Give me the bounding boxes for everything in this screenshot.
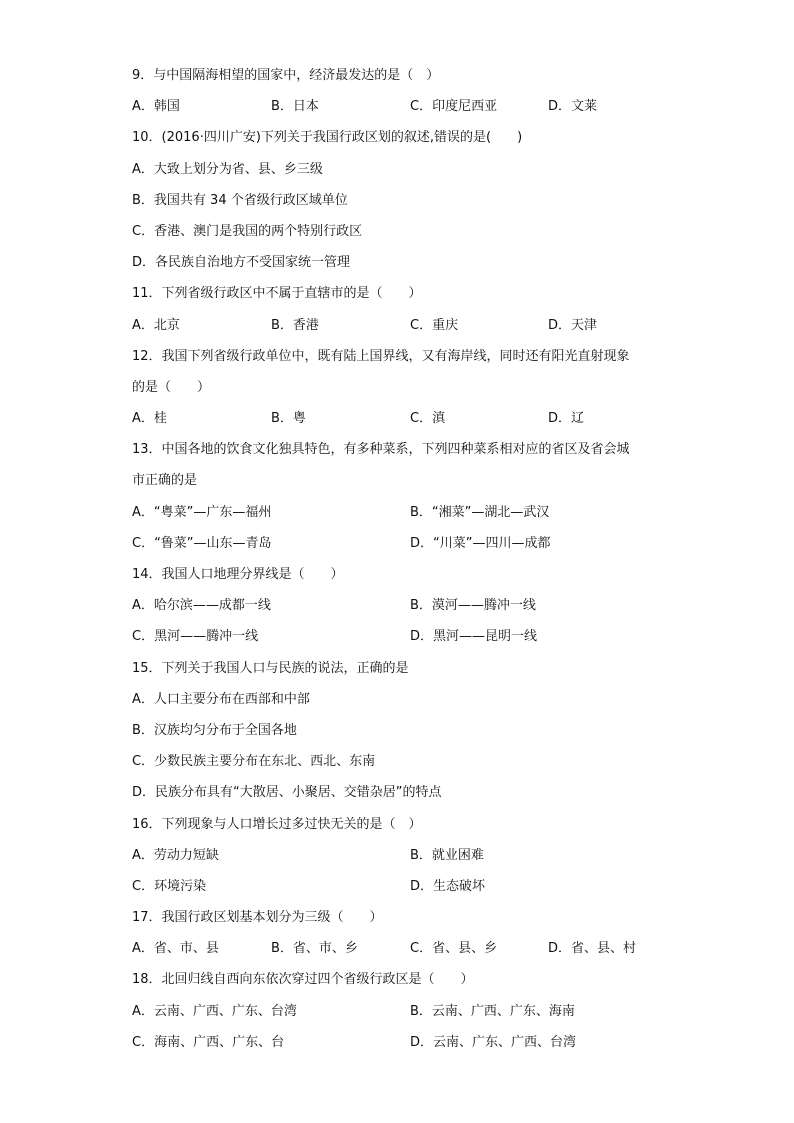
answer-option: D．黑河——昆明一线 xyxy=(410,629,538,645)
options-row xyxy=(132,590,672,621)
answer-option: D．云南、广东、广西、台湾 xyxy=(410,1034,577,1050)
question-item xyxy=(132,434,672,559)
exam-page xyxy=(132,60,672,1058)
answer-option: A．北京 xyxy=(132,317,180,333)
answer-option: D．“川菜”—四川—成都 xyxy=(410,535,551,551)
options-row xyxy=(132,91,672,122)
question-item xyxy=(132,653,672,809)
answer-option: B．粤 xyxy=(271,411,306,427)
answer-option: B．云南、广西、广东、海南 xyxy=(410,1003,575,1019)
answer-option: B．漠河——腾冲一线 xyxy=(410,598,536,614)
answer-option: C．印度尼西亚 xyxy=(410,99,498,115)
answer-option: D．天津 xyxy=(548,317,598,333)
answer-option: A．人口主要分布在西部和中部 xyxy=(132,691,310,707)
answer-option: C．“鲁菜”—山东—青岛 xyxy=(132,535,272,551)
question-stem: 14．我国人口地理分界线是（ ） xyxy=(132,567,344,582)
answer-option: D．生态破坏 xyxy=(410,878,486,894)
question-stem: 13．中国各地的饮食文化独具特色，有多种菜系，下列四种菜系相对应的省区及省会城 xyxy=(132,442,630,458)
options-row xyxy=(132,933,672,964)
options-row xyxy=(132,840,672,871)
answer-option: C．少数民族主要分布在东北、西北、东南 xyxy=(132,754,376,770)
question-stem: 17．我国行政区划基本划分为三级（ ） xyxy=(132,910,383,926)
question-list xyxy=(132,60,672,1058)
answer-option: B．我国共有 34 个省级行政区域单位 xyxy=(132,192,348,208)
answer-option: B．汉族均匀分布于全国各地 xyxy=(132,722,297,738)
answer-option: B．“湘菜”—湖北—武汉 xyxy=(410,504,550,520)
answer-option: C．黑河——腾冲一线 xyxy=(132,629,259,645)
answer-option: A．桂 xyxy=(132,411,167,427)
question-item xyxy=(132,809,672,903)
answer-option: A．省、市、县 xyxy=(132,941,219,957)
question-item xyxy=(132,122,672,278)
question-stem: 9．与中国隔海相望的国家中，经济最发达的是（ ） xyxy=(132,68,440,83)
question-item xyxy=(132,60,672,122)
options-row xyxy=(132,871,672,902)
answer-option: B．日本 xyxy=(271,99,319,115)
options-row xyxy=(132,996,672,1027)
question-stem: 的是（ ） xyxy=(132,379,211,395)
answer-option: D．省、县、村 xyxy=(548,941,637,957)
options-row xyxy=(132,621,672,652)
question-stem: 市正确的是 xyxy=(132,473,198,489)
answer-option: C．香港、澳门是我国的两个特别行政区 xyxy=(132,223,363,239)
answer-option: A．劳动力短缺 xyxy=(132,847,219,863)
options-row xyxy=(132,403,672,434)
answer-option: A．韩国 xyxy=(132,99,180,115)
question-item xyxy=(132,964,672,1058)
answer-option: C．滇 xyxy=(410,411,446,427)
question-stem: 16．下列现象与人口增长过多过快无关的是（ ） xyxy=(132,816,422,832)
question-item xyxy=(132,559,672,653)
answer-option: B．香港 xyxy=(271,317,319,333)
answer-option: A．“粤菜”—广东—福州 xyxy=(132,504,272,520)
answer-option: A．云南、广西、广东、台湾 xyxy=(132,1003,297,1019)
options-row xyxy=(132,310,672,341)
answer-option: B．省、市、乡 xyxy=(271,941,358,957)
question-stem: 15．下列关于我国人口与民族的说法，正确的是 xyxy=(132,660,409,676)
answer-option: C．省、县、乡 xyxy=(410,941,498,957)
question-stem: 12．我国下列省级行政单位中，既有陆上国界线，又有海岸线，同时还有阳光直射现象 xyxy=(132,348,630,364)
question-item xyxy=(132,278,672,340)
answer-option: D．各民族自治地方不受国家统一管理 xyxy=(132,255,351,271)
answer-option: A．哈尔滨——成都一线 xyxy=(132,598,271,614)
answer-option: B．就业困难 xyxy=(410,847,484,863)
answer-option: C．环境污染 xyxy=(132,878,207,894)
answer-option: D．文莱 xyxy=(548,99,598,115)
answer-option: D．民族分布具有“大散居、小聚居、交错杂居”的特点 xyxy=(132,785,442,801)
options-row xyxy=(132,497,672,528)
answer-option: C．重庆 xyxy=(410,317,459,333)
question-item xyxy=(132,902,672,964)
question-item xyxy=(132,341,672,435)
answer-option: C．海南、广西、广东、台 xyxy=(132,1034,285,1050)
question-stem: 10．(2016·四川广安)下列关于我国行政区划的叙述,错误的是( ) xyxy=(132,130,523,146)
answer-option: A．大致上划分为省、县、乡三级 xyxy=(132,161,323,177)
question-stem: 11．下列省级行政区中不属于直辖市的是（ ） xyxy=(132,286,422,302)
options-row xyxy=(132,1027,672,1058)
options-row xyxy=(132,528,672,559)
answer-option: D．辽 xyxy=(548,411,585,427)
question-stem: 18．北回归线自西向东依次穿过四个省级行政区是（ ） xyxy=(132,972,474,988)
